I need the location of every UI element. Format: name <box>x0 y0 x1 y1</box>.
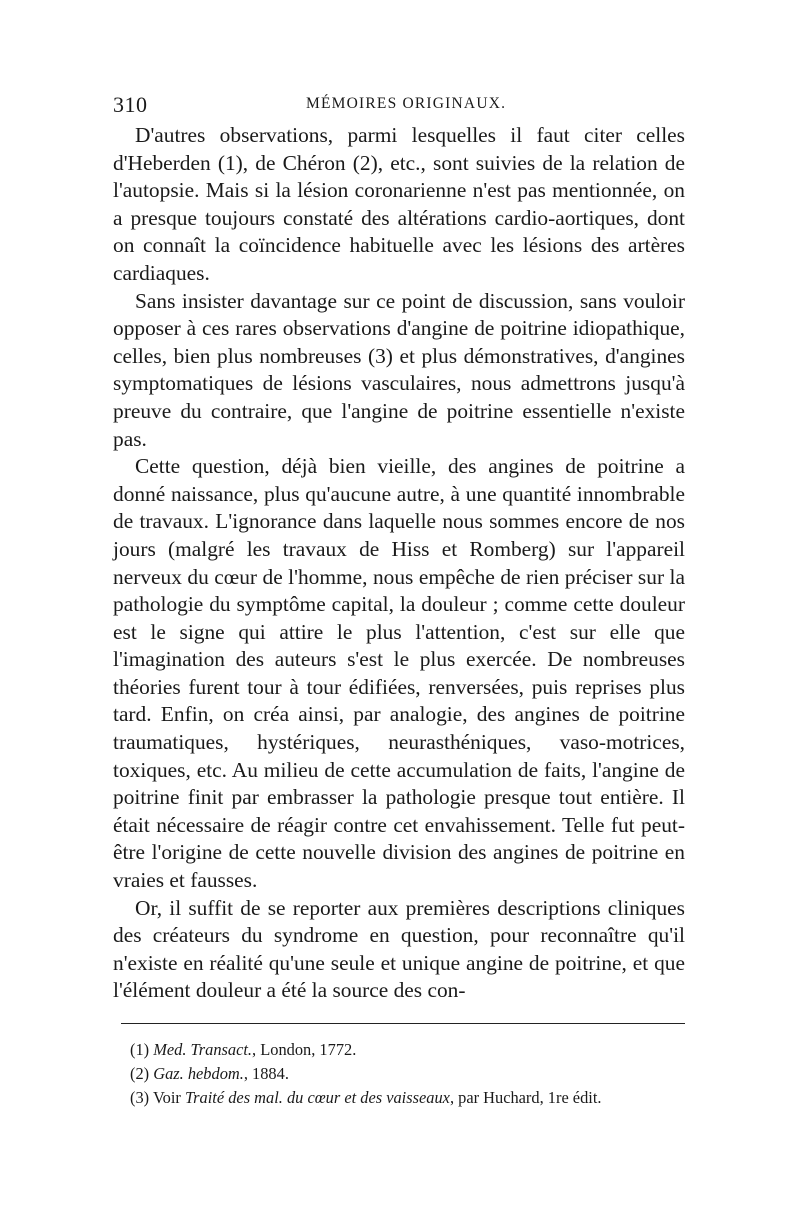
footnote <box>130 1038 685 1062</box>
footnote-number: (3) <box>130 1088 150 1107</box>
footnote-number: (2) <box>130 1064 150 1083</box>
page-header <box>113 92 685 122</box>
footnote-number: (1) <box>130 1040 150 1059</box>
book-page <box>113 92 685 1110</box>
footnotes <box>130 1038 685 1110</box>
paragraph: Or, il suffit de se reporter aux premières descriptions cliniques des créateurs du syndrome en question, pour reconnaître qu'il n'existe en réalité qu'une seule et unique angine de poitrine, et que l'élément douleur a été la source des con- <box>113 895 685 1003</box>
footnote-text: , London, 1772. <box>252 1040 357 1059</box>
footnote-title: Gaz. hebdom. <box>153 1064 244 1083</box>
paragraph: Cette question, déjà bien vieille, des angines de poitrine a donné naissance, plus qu'aucune autre, à une quantité innombrable de travaux. L'ignorance dans laquelle nous sommes encore de nos jours (malgré les travaux de Hiss et Romberg) sur l'appareil nerveux du cœur de l'homme, nous empêche de rien préciser sur la pathologie du symptôme capital, la douleur ; comme cette douleur est le signe qui attire le plus l'attention, c'est sur elle que l'imagination des auteurs s'est le plus exercée. De nombreuses théories furent tour à tour édifiées, renversées, puis reprises plus tard. Enfin, on créa ainsi, par analogie, des angines de poitrine traumatiques, hystériques, neurasthéniques, vaso-motrices, toxiques, etc. Au milieu de cette accumulation de faits, l'angine de poitrine finit par embrasser la pathologie presque tout entière. Il était nécessaire de réagir contre cet envahissement. Telle fut peut-être l'origine de cette nouvelle division des angines de poitrine en vraies et fausses. <box>113 454 685 893</box>
paragraph: D'autres observations, parmi lesquelles il faut citer celles d'Heberden (1), de Chéron (2), etc., sont suivies de la relation de l'autopsie. Mais si la lésion coronarienne n'est pas mentionnée, on a presque toujours constaté des altérations cardio-aortiques, dont on connaît la coïncidence habituelle avec les lésions des artères cardiaques. <box>113 123 685 285</box>
body-text <box>113 122 685 1005</box>
footnote-prefix: Voir <box>152 1088 185 1107</box>
footnote <box>130 1062 685 1086</box>
footnote-title: Traité des mal. du cœur et des vaisseaux <box>184 1088 450 1107</box>
footnote-title: Med. Transact. <box>153 1040 253 1059</box>
footnote-text: , par Huchard, 1re édit. <box>449 1088 602 1107</box>
page-number: 310 <box>113 92 148 117</box>
footnote-text: , 1884. <box>243 1064 289 1083</box>
running-head: MÉMOIRES ORIGINAUX. <box>306 95 507 112</box>
paragraph: Sans insister davantage sur ce point de discussion, sans vouloir opposer à ces rares observations d'angine de poitrine idiopathique, celles, bien plus nombreuses (3) et plus démonstratives, d'angines symptomatiques de lésions vasculaires, nous admettrons jusqu'à preuve du contraire, que l'angine de poitrine essentielle n'existe pas. <box>113 288 685 451</box>
footnote <box>130 1086 685 1110</box>
footnote-divider <box>121 1023 685 1024</box>
